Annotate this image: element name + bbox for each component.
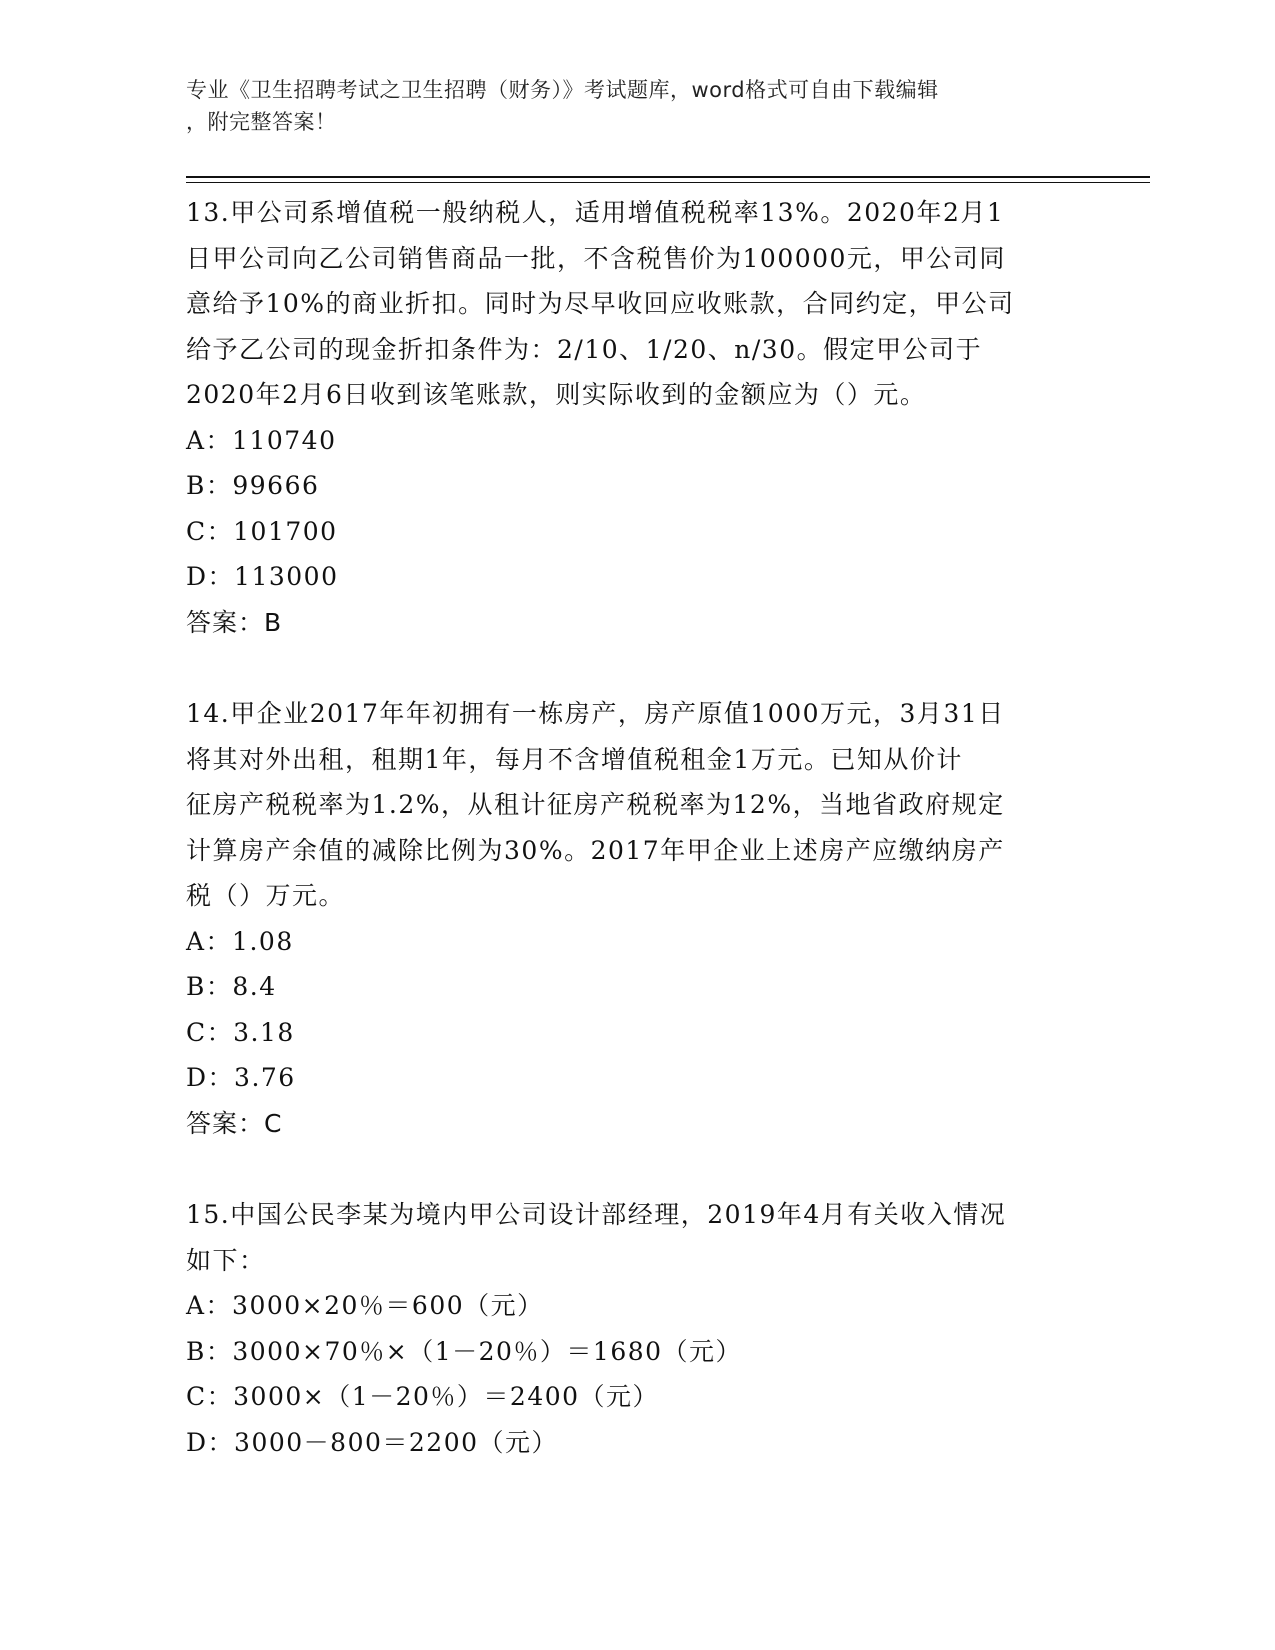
stem-line: 征房产税税率为1.2%，从租计征房产税税率为12%，当地省政府规定 — [186, 790, 1005, 819]
stem-line: 将其对外出租，租期1年，每月不含增值税租金1万元。已知从价计 — [186, 744, 963, 774]
answer-label: 答案：C — [186, 1108, 283, 1138]
option-c: C：101700 — [186, 516, 338, 546]
stem-line: 13.甲公司系增值税一般纳税人，适用增值税税率13%。2020年2月1 — [186, 198, 1005, 227]
option-a: A：110740 — [186, 425, 337, 455]
stem-line: 计算房产余值的减除比例为30%。2017年甲企业上述房产应缴纳房产 — [186, 835, 1005, 865]
option-c: C：3000×（1－20％）＝2400（元） — [186, 1382, 660, 1411]
stem-line: 日甲公司向乙公司销售商品一批，不含税售价为100000元，甲公司同 — [186, 243, 1006, 273]
header-line-1: 专业《卫生招聘考试之卫生招聘（财务）》考试题库，word格式可自由下载编辑 — [186, 78, 939, 102]
question-14 — [186, 691, 1086, 1146]
stem-line: 意给予10%的商业折扣。同时为尽早收回应收账款，合同约定，甲公司 — [186, 289, 1015, 318]
question-list — [186, 190, 1086, 1511]
option-b: B：99666 — [186, 471, 320, 500]
option-a: A：1.08 — [186, 926, 294, 956]
option-b: B：3000×70％×（1－20％）＝1680（元） — [186, 1336, 743, 1366]
option-b: B：8.4 — [186, 972, 277, 1001]
question-stem — [186, 1192, 1086, 1283]
stem-line: 2020年2月6日收到该笔账款，则实际收到的金额应为（）元。 — [186, 380, 927, 409]
stem-line: 14.甲企业2017年年初拥有一栋房产，房产原值1000万元，3月31日 — [186, 699, 1005, 728]
stem-line: 15.中国公民李某为境内甲公司设计部经理，2019年4月有关收入情况 — [186, 1200, 1007, 1229]
option-c: C：3.18 — [186, 1017, 295, 1047]
question-13 — [186, 190, 1086, 645]
header-line-2: ，附完整答案！ — [186, 110, 337, 134]
stem-line: 如下： — [186, 1245, 266, 1275]
option-d: D：113000 — [186, 562, 339, 591]
stem-line: 给予乙公司的现金折扣条件为：2/10、1/20、n/30。假定甲公司于 — [186, 334, 983, 364]
header-rule-thin — [186, 182, 1150, 183]
question-stem — [186, 190, 1086, 418]
answer-label: 答案：B — [186, 607, 283, 637]
question-stem — [186, 691, 1086, 919]
option-d: D：3000－800＝2200（元） — [186, 1427, 559, 1457]
stem-line: 税（）万元。 — [186, 881, 346, 910]
question-15 — [186, 1192, 1086, 1465]
option-d: D：3.76 — [186, 1063, 296, 1092]
option-a: A：3000×20％＝600（元） — [186, 1291, 544, 1320]
header-rule-thick — [186, 176, 1150, 178]
document-header — [186, 74, 1066, 138]
